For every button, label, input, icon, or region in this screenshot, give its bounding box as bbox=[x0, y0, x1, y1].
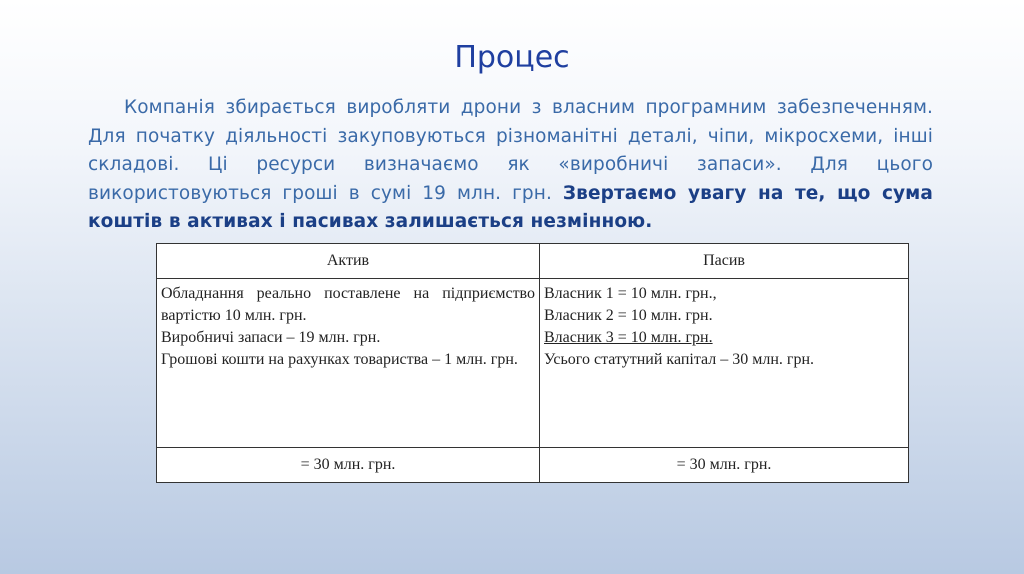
asset-item: Виробничі запаси – 19 млн. грн. bbox=[161, 329, 381, 346]
asset-item: Обладнання реально поставлене на підприємство вартістю 10 млн. грн. bbox=[161, 285, 535, 324]
slide-title: Процес bbox=[454, 40, 570, 75]
assets-total: = 30 млн. грн. bbox=[157, 448, 540, 483]
balance-table bbox=[156, 243, 909, 483]
liabilities-cell bbox=[540, 279, 909, 448]
table-row bbox=[157, 279, 909, 448]
liabilities-total: = 30 млн. грн. bbox=[540, 448, 909, 483]
liability-item: Власник 1 = 10 млн. грн., bbox=[544, 285, 717, 302]
asset-item: Грошові кошти на рахунках товариства – 1 млн. грн. bbox=[161, 351, 518, 368]
header-assets: Актив bbox=[157, 244, 540, 279]
liability-item: Власник 3 = 10 млн. грн. bbox=[544, 329, 713, 346]
table-totals-row bbox=[157, 448, 909, 483]
assets-cell bbox=[157, 279, 540, 448]
description-paragraph bbox=[88, 94, 933, 237]
liability-item: Власник 2 = 10 млн. грн. bbox=[544, 307, 713, 324]
paragraph-emphasis: Звертаємо увагу на те, що сума коштів в активах і пасивах залишається незмінною. bbox=[88, 182, 933, 232]
table-header-row bbox=[157, 244, 909, 279]
paragraph-text: Компанія збирається виробляти дрони з власним програмним забезпеченням. Для початку діяльності закуповуються різноманітні деталі, чіпи, мікросхеми, інші складові. Ці ресурси визначаємо як «виробничі запаси». Для цього використовуються гроші в сумі 19 млн. грн. bbox=[88, 97, 933, 204]
header-liabilities: Пасив bbox=[540, 244, 909, 279]
liability-total-item: Усього статутний капітал – 30 млн. грн. bbox=[544, 351, 815, 368]
